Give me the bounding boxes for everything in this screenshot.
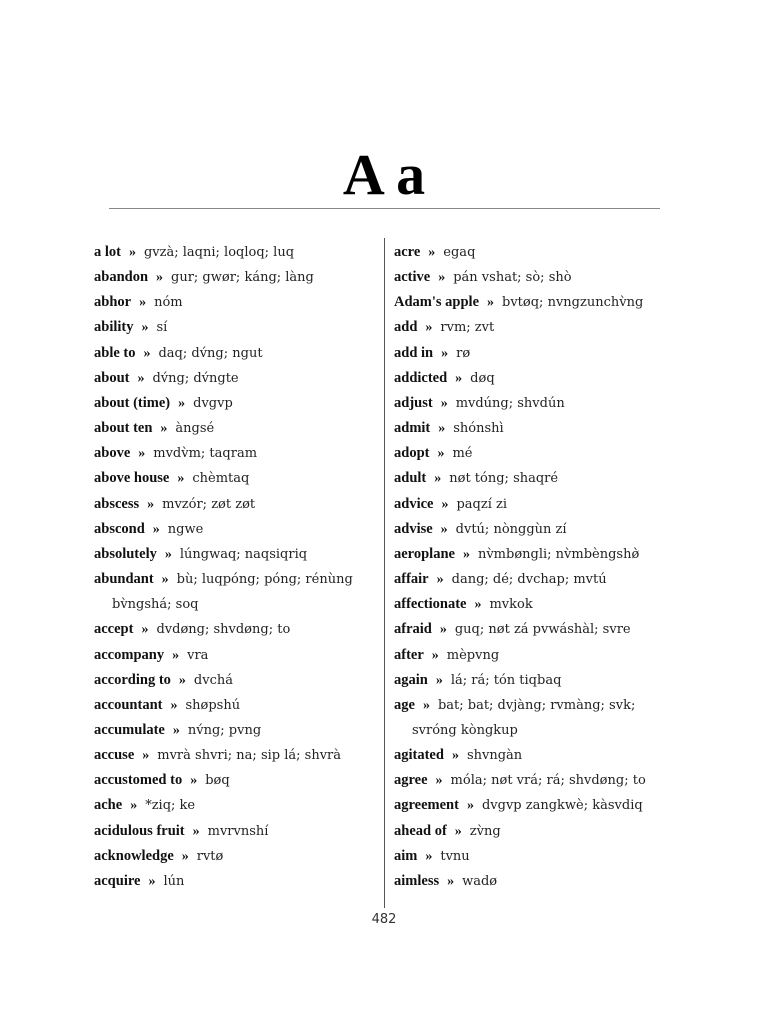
dictionary-entry [94, 416, 374, 441]
entry-headword: agreement [394, 797, 459, 814]
entry-definition: shvngàn [466, 748, 523, 764]
entry-separator: » [190, 773, 198, 789]
entry-headword: acknowledge [94, 847, 174, 864]
entry-definition-continuation: svróng kòngkup [412, 722, 518, 738]
entry-definition: gvzà; laqni; loqloq; luq [143, 245, 295, 260]
entry-separator: » [141, 622, 149, 638]
entry-separator: » [142, 748, 150, 764]
entry-separator: » [440, 521, 448, 537]
entry-definition: mvrvnshí [207, 823, 269, 839]
entry-definition: chèmtaq [192, 471, 250, 487]
entry-headword: accountant [94, 696, 163, 713]
entry-separator: » [434, 471, 442, 487]
dictionary-entry [394, 869, 674, 894]
entry-definition: *ziq; ke [145, 798, 196, 814]
entry-definition: dang; dé; dvchap; mvtú [451, 572, 607, 588]
entry-separator: » [441, 496, 449, 512]
entry-headword: agitated [394, 747, 444, 764]
dictionary-entry [94, 492, 374, 517]
entry-definition: daq; dv́ng; ngut [158, 345, 263, 361]
entry-headword: Adam's apple [394, 294, 480, 311]
dictionary-entry [394, 416, 674, 441]
entry-separator: » [172, 722, 180, 738]
entry-separator: » [130, 798, 138, 814]
dictionary-entry [394, 366, 674, 391]
entry-separator: » [454, 823, 462, 839]
dictionary-entry [94, 567, 374, 617]
dictionary-entry [94, 391, 374, 416]
entry-definition-continuation: bv̀ngshá; soq [112, 597, 199, 613]
entry-headword: acquire [94, 872, 141, 889]
entry-separator: » [438, 421, 446, 437]
entry-definition: gur; gwør; káng; làng [171, 270, 314, 286]
entry-headword: abhor [94, 294, 132, 311]
entry-headword: admit [394, 420, 431, 437]
entry-definition: nv́ng; pvng [187, 722, 262, 738]
dictionary-entry [394, 441, 674, 466]
entry-definition: paqzí zi [456, 496, 508, 512]
entry-headword: abscond [94, 520, 145, 537]
entry-definition: lún [163, 873, 185, 889]
entry-separator: » [466, 798, 474, 814]
dictionary-entry [394, 567, 674, 592]
dictionary-entry [94, 844, 374, 869]
entry-headword: absolutely [94, 545, 157, 562]
entry-separator: » [161, 572, 169, 588]
dictionary-entry [94, 341, 374, 366]
entry-headword: agree [394, 772, 428, 789]
dictionary-entry [94, 718, 374, 743]
entry-separator: » [455, 370, 463, 386]
entry-separator: » [487, 295, 495, 311]
entry-separator: » [156, 270, 164, 286]
entry-headword: ahead of [394, 822, 447, 839]
entry-headword: afraid [394, 621, 432, 638]
entry-definition: mvzór; zøt zøt [162, 496, 256, 512]
entry-headword: a lot [94, 244, 121, 260]
entry-separator: » [439, 622, 447, 638]
dictionary-entry [394, 466, 674, 491]
entry-headword: ability [94, 319, 134, 336]
entry-separator: » [437, 446, 445, 462]
entry-separator: » [181, 848, 189, 864]
dictionary-entry [94, 617, 374, 642]
entry-definition: rvm; zvt [440, 320, 495, 336]
dictionary-entry [394, 341, 674, 366]
entry-headword: accumulate [94, 721, 165, 738]
entry-headword: accompany [94, 646, 165, 663]
entry-definition: dvgvp zangkwè; kàsvdiq [481, 798, 643, 814]
dictionary-entry [394, 240, 674, 265]
entry-headword: affectionate [394, 596, 467, 613]
left-column [94, 240, 374, 894]
entry-headword: accuse [94, 747, 135, 764]
dictionary-entry [94, 265, 374, 290]
entry-definition: mvdúng; shvdún [455, 395, 565, 411]
dictionary-entry [394, 391, 674, 416]
dictionary-entry [94, 315, 374, 340]
dictionary-entry [94, 240, 374, 265]
dictionary-entry [94, 517, 374, 542]
dictionary-entry [394, 743, 674, 768]
entry-definition: bvtøq; nvngzunchv̀ng [502, 295, 644, 311]
entry-definition: dv́ng; dv́ngte [152, 370, 239, 386]
entry-headword: age [394, 696, 415, 713]
entry-definition: dvchá [193, 672, 233, 688]
dictionary-entry [394, 315, 674, 340]
entry-definition: dvdøng; shvdøng; to [156, 622, 291, 638]
entry-separator: » [143, 345, 151, 361]
dictionary-entry [394, 517, 674, 542]
dictionary-entry [94, 869, 374, 894]
entry-headword: adjust [394, 394, 433, 411]
entry-definition: mvdv̀m; taqram [153, 446, 258, 462]
dictionary-entry [394, 542, 674, 567]
entry-separator: » [436, 572, 444, 588]
entry-definition: wadø [462, 873, 498, 889]
entry-definition: mèpvng [446, 647, 500, 663]
entry-headword: after [394, 646, 424, 663]
entry-definition: mvkok [489, 597, 533, 613]
entry-headword: affair [394, 571, 429, 588]
dictionary-entry [94, 768, 374, 793]
dictionary-entry [394, 693, 674, 743]
entry-headword: advice [394, 495, 434, 512]
entry-headword: aeroplane [394, 545, 455, 562]
entry-separator: » [447, 873, 455, 889]
entry-headword: accept [94, 621, 134, 638]
entry-headword: acre [394, 244, 421, 260]
entry-separator: » [152, 521, 160, 537]
entry-headword: acidulous fruit [94, 822, 185, 839]
dictionary-entry [94, 819, 374, 844]
entry-headword: abundant [94, 571, 154, 588]
entry-separator: » [422, 697, 430, 713]
entry-separator: » [192, 823, 200, 839]
entry-headword: aimless [394, 872, 440, 889]
dictionary-entry [394, 643, 674, 668]
entry-headword: according to [94, 671, 171, 688]
entry-separator: » [141, 320, 149, 336]
entry-separator: » [147, 496, 155, 512]
entry-headword: able to [94, 344, 136, 361]
entry-definition: egaq [443, 245, 476, 260]
entry-definition: bù; luqpóng; póng; rénùng [176, 572, 353, 588]
dictionary-entry [94, 441, 374, 466]
heading-rule [109, 208, 660, 209]
entry-definition: tvnu [440, 848, 470, 864]
entry-definition: rø [456, 345, 471, 361]
entry-headword: above house [94, 470, 170, 487]
entry-separator: » [438, 270, 446, 286]
dictionary-entry [394, 290, 674, 315]
entry-definition: mé [452, 446, 473, 462]
dictionary-entry [94, 743, 374, 768]
entry-definition: àngsé [175, 421, 215, 437]
right-column [394, 240, 674, 894]
entry-definition: rvtø [196, 848, 224, 864]
entry-headword: about (time) [94, 394, 171, 411]
entry-definition: nóm [154, 295, 183, 311]
entry-separator: » [451, 748, 459, 764]
entry-definition: døq [470, 370, 495, 386]
entry-separator: » [474, 597, 482, 613]
entry-headword: about [94, 369, 130, 386]
entry-definition: lá; rá; tón tiqbaq [450, 672, 562, 688]
dictionary-entry [394, 793, 674, 818]
entry-headword: adult [394, 470, 427, 487]
entry-definition: mvrà shvri; na; sip lá; shvrà [157, 748, 341, 764]
dictionary-entry [394, 265, 674, 290]
entry-definition: guq; nøt zá pvwáshàl; svre [454, 622, 631, 638]
dictionary-entry [94, 693, 374, 718]
entry-definition: vra [187, 647, 209, 663]
dictionary-entry [394, 617, 674, 642]
column-divider [384, 238, 385, 908]
entry-definition: nøt tóng; shaqré [449, 471, 559, 487]
dictionary-entry [394, 844, 674, 869]
entry-separator: » [172, 647, 180, 663]
entry-separator: » [170, 697, 178, 713]
entry-headword: adopt [394, 445, 430, 462]
dictionary-entry [94, 542, 374, 567]
dictionary-entry [94, 643, 374, 668]
entry-headword: again [394, 671, 428, 688]
entry-separator: » [431, 647, 439, 663]
entry-separator: » [428, 245, 436, 260]
entry-separator: » [462, 546, 470, 562]
dictionary-entry [94, 366, 374, 391]
entry-separator: » [441, 345, 449, 361]
entry-separator: » [178, 672, 186, 688]
entry-headword: active [394, 269, 431, 286]
entry-separator: » [148, 873, 156, 889]
entry-headword: abandon [94, 269, 149, 286]
dictionary-entry [94, 668, 374, 693]
entry-separator: » [137, 370, 145, 386]
entry-separator: » [425, 320, 433, 336]
entry-headword: ache [94, 797, 123, 814]
page-heading: A a [342, 142, 426, 207]
entry-separator: » [138, 446, 146, 462]
entry-definition: móla; nøt vrá; rá; shvdøng; to [450, 773, 646, 789]
entry-separator: » [128, 245, 136, 260]
entry-headword: accustomed to [94, 772, 183, 789]
entry-definition: ngwe [167, 521, 204, 537]
entry-headword: advise [394, 520, 433, 537]
entry-headword: addicted [394, 369, 448, 386]
entry-definition: dvtú; nònggùn zí [455, 521, 567, 537]
entry-separator: » [139, 295, 147, 311]
entry-definition: bat; bat; dvjàng; rvmàng; svk; [437, 697, 636, 713]
entry-separator: » [160, 421, 168, 437]
dictionary-entry [394, 819, 674, 844]
dictionary-entry [394, 768, 674, 793]
entry-headword: about ten [94, 420, 153, 437]
entry-separator: » [435, 773, 443, 789]
dictionary-entry [394, 492, 674, 517]
entry-separator: » [177, 471, 185, 487]
dictionary-entry [394, 592, 674, 617]
entry-definition: shøpshú [185, 697, 241, 713]
entry-separator: » [178, 395, 186, 411]
entry-definition: zv̀ng [469, 823, 501, 839]
dictionary-entry [94, 793, 374, 818]
entry-headword: abscess [94, 495, 140, 512]
entry-separator: » [425, 848, 433, 864]
entry-definition: nv̀mbøngli; nv̀mbèngshø̀ [477, 546, 640, 562]
entry-definition: bøq [205, 773, 230, 789]
dictionary-entry [394, 668, 674, 693]
entry-definition: sí [156, 320, 168, 336]
entry-definition: lúngwaq; naqsiqriq [179, 546, 308, 562]
entry-headword: add in [394, 344, 434, 361]
entry-separator: » [435, 672, 443, 688]
entry-definition: dvgvp [193, 395, 233, 411]
page-number: 482 [371, 912, 397, 927]
entry-headword: add [394, 319, 418, 336]
dictionary-entry [94, 290, 374, 315]
entry-separator: » [440, 395, 448, 411]
entry-headword: aim [394, 847, 418, 864]
entry-definition: pán vshat; sò; shò [453, 270, 572, 286]
entry-separator: » [164, 546, 172, 562]
entry-headword: above [94, 445, 131, 462]
dictionary-entry [94, 466, 374, 491]
entry-definition: shónshì [453, 421, 504, 437]
